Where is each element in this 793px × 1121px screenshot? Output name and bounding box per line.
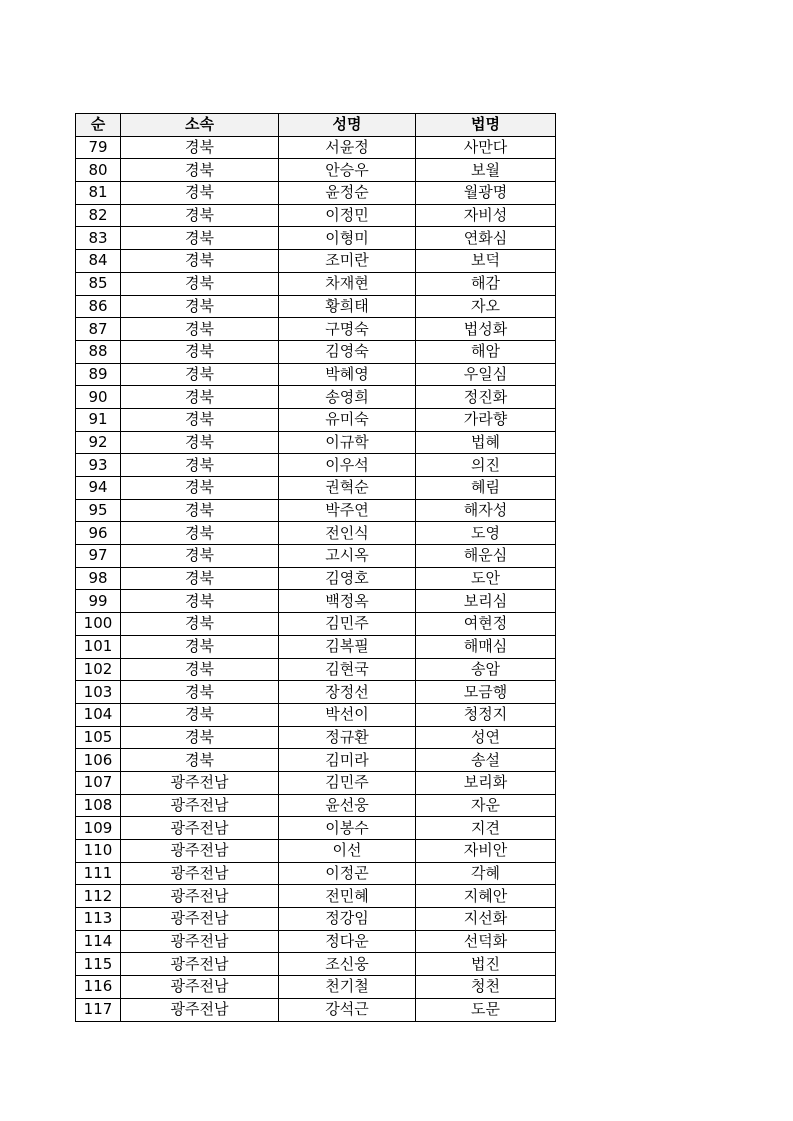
table-body [76,136,556,1021]
cell-affiliation: 경북 [121,567,279,590]
cell-name: 권혁순 [279,477,416,500]
cell-affiliation: 경북 [121,658,279,681]
cell-name: 박선이 [279,703,416,726]
cell-dharma-name: 보월 [416,159,556,182]
cell-number: 90 [76,386,121,409]
cell-affiliation: 경북 [121,318,279,341]
cell-dharma-name: 해매심 [416,635,556,658]
cell-name: 김복필 [279,635,416,658]
cell-name: 백정옥 [279,590,416,613]
cell-name: 조신웅 [279,953,416,976]
table-row [76,840,556,863]
cell-number: 114 [76,930,121,953]
cell-name: 이정곤 [279,862,416,885]
table-row [76,930,556,953]
cell-number: 81 [76,182,121,205]
cell-dharma-name: 법혜 [416,431,556,454]
cell-number: 104 [76,703,121,726]
cell-dharma-name: 모금행 [416,681,556,704]
cell-number: 97 [76,545,121,568]
cell-name: 전민혜 [279,885,416,908]
cell-dharma-name: 송암 [416,658,556,681]
cell-name: 정강임 [279,908,416,931]
cell-name: 윤정순 [279,182,416,205]
cell-number: 109 [76,817,121,840]
table-row [76,953,556,976]
cell-dharma-name: 연화심 [416,227,556,250]
cell-name: 이우석 [279,454,416,477]
header-dharma-name: 법명 [416,114,556,137]
table-row [76,998,556,1021]
cell-number: 82 [76,204,121,227]
cell-dharma-name: 법성화 [416,318,556,341]
cell-dharma-name: 의진 [416,454,556,477]
cell-affiliation: 경북 [121,545,279,568]
table-row [76,295,556,318]
cell-name: 장정선 [279,681,416,704]
cell-number: 102 [76,658,121,681]
cell-name: 천기철 [279,976,416,999]
table-row [76,658,556,681]
cell-number: 87 [76,318,121,341]
cell-affiliation: 경북 [121,703,279,726]
cell-affiliation: 경북 [121,635,279,658]
cell-dharma-name: 자비안 [416,840,556,863]
cell-dharma-name: 해암 [416,340,556,363]
cell-number: 100 [76,613,121,636]
table-row [76,159,556,182]
table-header-row [76,114,556,137]
cell-affiliation: 경북 [121,386,279,409]
cell-affiliation: 광주전남 [121,885,279,908]
table-row [76,703,556,726]
cell-dharma-name: 지혜안 [416,885,556,908]
table-row [76,545,556,568]
cell-dharma-name: 보리심 [416,590,556,613]
cell-number: 93 [76,454,121,477]
cell-name: 박주연 [279,499,416,522]
cell-affiliation: 광주전남 [121,908,279,931]
cell-dharma-name: 송설 [416,749,556,772]
cell-number: 91 [76,408,121,431]
cell-dharma-name: 청천 [416,976,556,999]
cell-dharma-name: 해감 [416,272,556,295]
cell-number: 95 [76,499,121,522]
cell-name: 이선 [279,840,416,863]
cell-affiliation: 광주전남 [121,953,279,976]
cell-affiliation: 경북 [121,250,279,273]
table-row [76,408,556,431]
table-row [76,862,556,885]
cell-dharma-name: 우일심 [416,363,556,386]
table-row [76,635,556,658]
header-name: 성명 [279,114,416,137]
cell-dharma-name: 지선화 [416,908,556,931]
cell-affiliation: 광주전남 [121,794,279,817]
cell-dharma-name: 자운 [416,794,556,817]
cell-name: 고시옥 [279,545,416,568]
table-row [76,817,556,840]
table-row [76,272,556,295]
cell-dharma-name: 해운심 [416,545,556,568]
cell-name: 유미숙 [279,408,416,431]
member-table [75,113,556,1022]
cell-number: 83 [76,227,121,250]
cell-affiliation: 경북 [121,590,279,613]
table-row [76,794,556,817]
cell-number: 108 [76,794,121,817]
cell-affiliation: 경북 [121,204,279,227]
cell-name: 이봉수 [279,817,416,840]
table-row [76,681,556,704]
cell-dharma-name: 혜림 [416,477,556,500]
cell-affiliation: 경북 [121,340,279,363]
cell-affiliation: 경북 [121,295,279,318]
cell-name: 김영호 [279,567,416,590]
cell-name: 구명숙 [279,318,416,341]
cell-dharma-name: 정진화 [416,386,556,409]
cell-affiliation: 광주전남 [121,840,279,863]
cell-affiliation: 경북 [121,363,279,386]
table-row [76,613,556,636]
table-row [76,908,556,931]
cell-number: 110 [76,840,121,863]
cell-dharma-name: 지견 [416,817,556,840]
table-row [76,726,556,749]
cell-name: 김영숙 [279,340,416,363]
table-row [76,386,556,409]
table-row [76,250,556,273]
cell-affiliation: 경북 [121,749,279,772]
cell-name: 박혜영 [279,363,416,386]
cell-affiliation: 광주전남 [121,817,279,840]
cell-name: 윤선웅 [279,794,416,817]
cell-name: 정다운 [279,930,416,953]
cell-name: 안승우 [279,159,416,182]
cell-number: 92 [76,431,121,454]
cell-dharma-name: 사만다 [416,136,556,159]
cell-affiliation: 경북 [121,681,279,704]
table-row [76,976,556,999]
cell-name: 강석근 [279,998,416,1021]
table-row [76,363,556,386]
cell-number: 106 [76,749,121,772]
cell-dharma-name: 보덕 [416,250,556,273]
cell-affiliation: 경북 [121,272,279,295]
table-row [76,567,556,590]
cell-name: 차재현 [279,272,416,295]
cell-dharma-name: 여현정 [416,613,556,636]
cell-name: 김민주 [279,613,416,636]
cell-dharma-name: 해자성 [416,499,556,522]
cell-number: 116 [76,976,121,999]
cell-number: 89 [76,363,121,386]
cell-dharma-name: 도안 [416,567,556,590]
cell-affiliation: 경북 [121,613,279,636]
cell-number: 113 [76,908,121,931]
cell-affiliation: 광주전남 [121,930,279,953]
table-row [76,204,556,227]
cell-affiliation: 경북 [121,522,279,545]
table-row [76,340,556,363]
cell-dharma-name: 자비성 [416,204,556,227]
cell-name: 이규학 [279,431,416,454]
cell-dharma-name: 선덕화 [416,930,556,953]
cell-name: 송영희 [279,386,416,409]
cell-dharma-name: 가라향 [416,408,556,431]
cell-affiliation: 경북 [121,499,279,522]
cell-number: 98 [76,567,121,590]
cell-number: 103 [76,681,121,704]
header-number: 순 [76,114,121,137]
cell-name: 조미란 [279,250,416,273]
table-row [76,182,556,205]
cell-affiliation: 광주전남 [121,862,279,885]
cell-number: 88 [76,340,121,363]
cell-affiliation: 경북 [121,136,279,159]
cell-affiliation: 경북 [121,408,279,431]
cell-affiliation: 경북 [121,726,279,749]
cell-dharma-name: 도문 [416,998,556,1021]
cell-number: 94 [76,477,121,500]
cell-number: 96 [76,522,121,545]
cell-dharma-name: 성연 [416,726,556,749]
cell-affiliation: 광주전남 [121,976,279,999]
cell-affiliation: 광주전남 [121,998,279,1021]
table-row [76,771,556,794]
cell-number: 101 [76,635,121,658]
cell-number: 111 [76,862,121,885]
cell-dharma-name: 보리화 [416,771,556,794]
table-row [76,136,556,159]
cell-name: 김미라 [279,749,416,772]
table-row [76,499,556,522]
cell-number: 115 [76,953,121,976]
cell-number: 85 [76,272,121,295]
cell-name: 이정민 [279,204,416,227]
cell-name: 정규환 [279,726,416,749]
table-row [76,318,556,341]
cell-name: 황희태 [279,295,416,318]
cell-dharma-name: 도영 [416,522,556,545]
cell-affiliation: 광주전남 [121,771,279,794]
header-affiliation: 소속 [121,114,279,137]
table-row [76,431,556,454]
cell-affiliation: 경북 [121,182,279,205]
table-row [76,454,556,477]
cell-affiliation: 경북 [121,454,279,477]
cell-name: 김민주 [279,771,416,794]
cell-affiliation: 경북 [121,227,279,250]
cell-number: 107 [76,771,121,794]
cell-dharma-name: 법진 [416,953,556,976]
cell-number: 99 [76,590,121,613]
cell-name: 전인식 [279,522,416,545]
cell-number: 112 [76,885,121,908]
table-row [76,522,556,545]
cell-affiliation: 경북 [121,477,279,500]
cell-name: 이형미 [279,227,416,250]
cell-affiliation: 경북 [121,159,279,182]
cell-number: 117 [76,998,121,1021]
table-row [76,227,556,250]
cell-name: 서윤정 [279,136,416,159]
cell-number: 86 [76,295,121,318]
cell-affiliation: 경북 [121,431,279,454]
cell-name: 김현국 [279,658,416,681]
table-row [76,885,556,908]
table-row [76,477,556,500]
cell-number: 80 [76,159,121,182]
cell-number: 79 [76,136,121,159]
cell-dharma-name: 자오 [416,295,556,318]
cell-number: 105 [76,726,121,749]
cell-dharma-name: 청정지 [416,703,556,726]
cell-dharma-name: 월광명 [416,182,556,205]
cell-dharma-name: 각혜 [416,862,556,885]
table-row [76,749,556,772]
table-row [76,590,556,613]
cell-number: 84 [76,250,121,273]
